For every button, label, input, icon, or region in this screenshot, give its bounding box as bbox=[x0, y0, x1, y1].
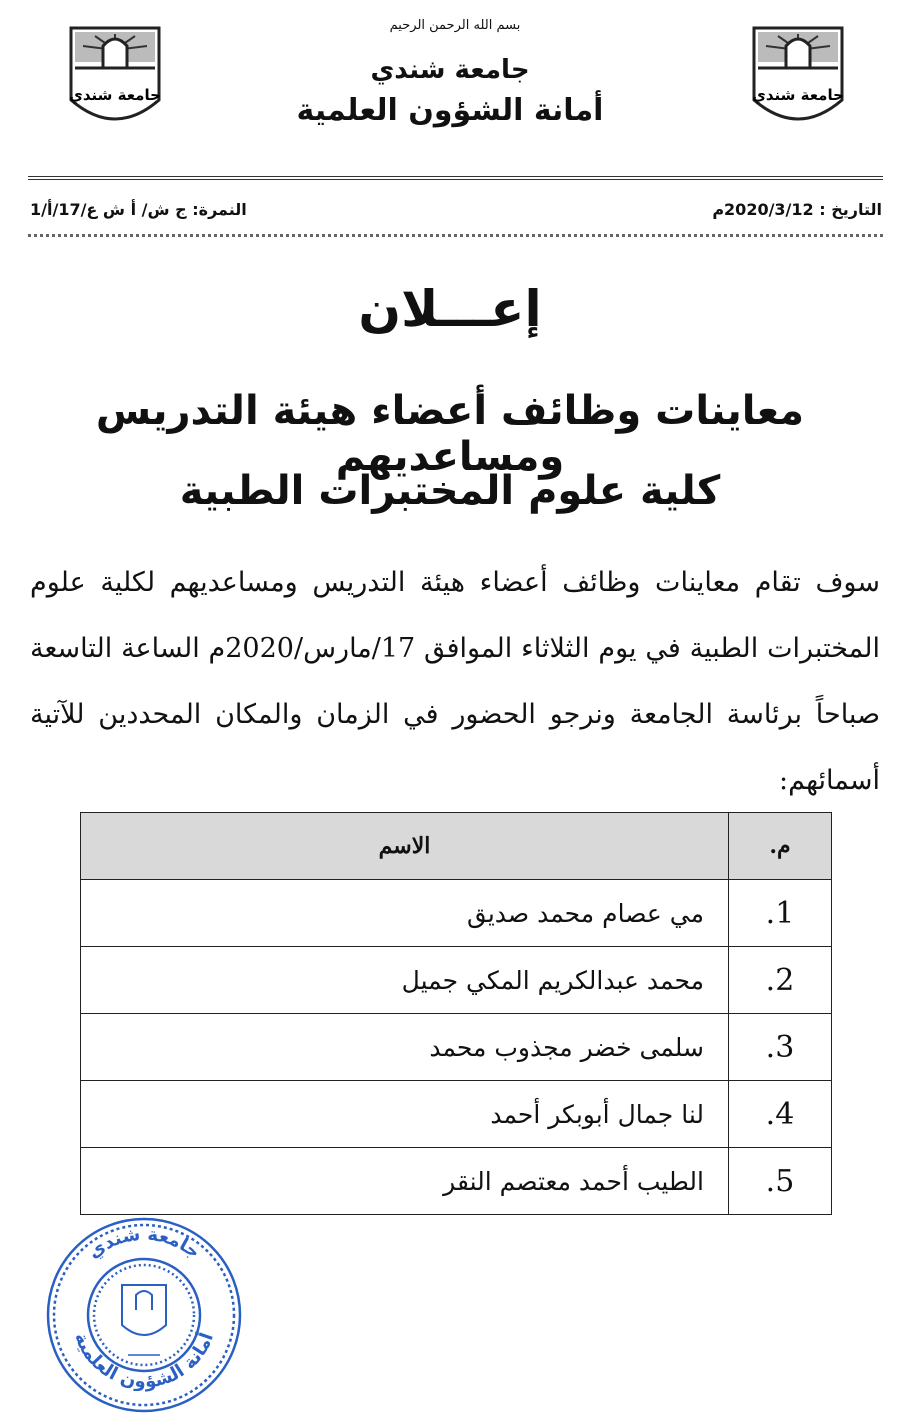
official-stamp bbox=[44, 1215, 244, 1415]
announcement-body: سوف تقام معاينات وظائف أعضاء هيئة التدريس ومساعديهم لكلية علوم المختبرات الطبية في يوم الثلاثاء الموافق 17/مارس/2020م الساعة التاسعة صباحاً برئاسة الجامعة ونرجو الحضور في الزمان والمكان المحددين للآتية أسمائهم: bbox=[30, 567, 880, 796]
row-number: 4. bbox=[729, 1081, 832, 1148]
svg-text:أمانة الشؤون العلمية bbox=[70, 1330, 218, 1393]
date-label: التاريخ : bbox=[819, 200, 882, 219]
stamp-top-text: جامعة شندي bbox=[84, 1223, 205, 1264]
reference-label: النمرة: bbox=[192, 200, 247, 219]
reference-value: ج ش/ أ ش ع/17/أ/1 bbox=[30, 200, 187, 219]
candidate-name: الطيب أحمد معتصم النقر bbox=[81, 1148, 729, 1215]
table-row bbox=[81, 1081, 832, 1148]
faculty-name: كلية علوم المختبرات الطبية bbox=[179, 468, 721, 514]
table-row bbox=[81, 1014, 832, 1081]
row-number: 1. bbox=[729, 880, 832, 947]
stamp-bottom-text: أمانة الشؤون العلمية bbox=[70, 1329, 218, 1393]
candidate-name: لنا جمال أبوبكر أحمد bbox=[81, 1081, 729, 1148]
announcement-subtitle: معاينات وظائف أعضاء هيئة التدريس ومساعديهم bbox=[95, 388, 805, 480]
logo-text: جامعة شندي bbox=[752, 86, 844, 104]
reference-line bbox=[30, 200, 247, 219]
candidate-name: سلمى خضر مجذوب محمد bbox=[81, 1014, 729, 1081]
university-name: جامعة شندي bbox=[370, 55, 530, 85]
letterhead bbox=[250, 18, 650, 128]
column-header-number: م. bbox=[729, 813, 832, 880]
row-number: 2. bbox=[729, 947, 832, 1014]
table-row bbox=[81, 947, 832, 1014]
candidates-table bbox=[80, 812, 832, 1215]
table-row bbox=[81, 1148, 832, 1215]
row-number: 3. bbox=[729, 1014, 832, 1081]
date-line bbox=[712, 200, 882, 219]
table-row bbox=[81, 880, 832, 947]
row-number: 5. bbox=[729, 1148, 832, 1215]
university-logo-left bbox=[65, 22, 165, 140]
candidate-name: محمد عبدالكريم المكي جميل bbox=[81, 947, 729, 1014]
header-divider bbox=[28, 176, 883, 180]
column-header-name: الاسم bbox=[81, 813, 729, 880]
basmala: بسم الله الرحمن الرحيم bbox=[389, 18, 521, 33]
university-logo-right bbox=[748, 22, 848, 140]
logo-text: جامعة شندي bbox=[69, 86, 161, 104]
date-value: 2020/3/12م bbox=[712, 200, 814, 219]
candidate-name: مي عصام محمد صديق bbox=[81, 880, 729, 947]
meta-divider bbox=[28, 234, 883, 237]
department-name: أمانة الشؤون العلمية bbox=[296, 93, 604, 128]
table-header-row bbox=[81, 813, 832, 880]
announcement-title: إعـــلان bbox=[358, 280, 542, 338]
